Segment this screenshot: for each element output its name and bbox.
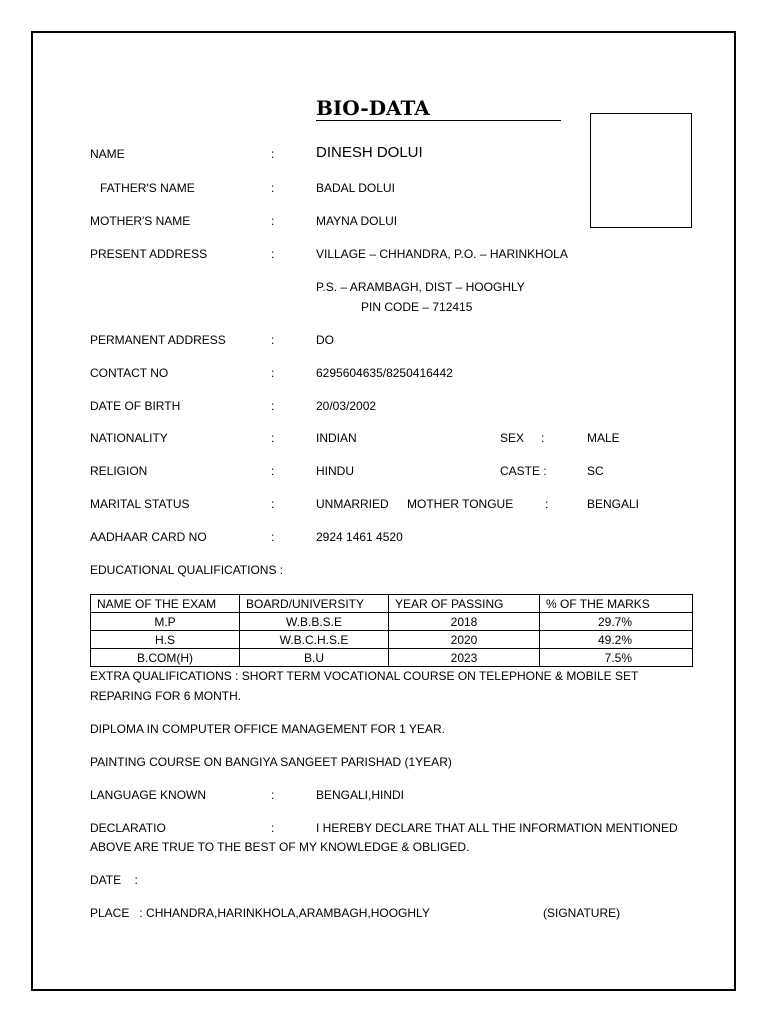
colon: : bbox=[271, 497, 275, 511]
colon: : bbox=[545, 497, 549, 511]
declaration-text-continued: ABOVE ARE TRUE TO THE BEST OF MY KNOWLEDGE & OBLIGED. bbox=[90, 840, 470, 854]
aadhaar-label: AADHAAR CARD NO bbox=[90, 530, 207, 544]
mother-value: MAYNA DOLUI bbox=[316, 214, 398, 228]
permanent-address-label: PERMANENT ADDRESS bbox=[90, 333, 226, 347]
religion-value: HINDU bbox=[316, 464, 354, 478]
caste-value: SC bbox=[587, 464, 604, 478]
colon: : bbox=[271, 530, 275, 544]
colon: : bbox=[271, 431, 275, 445]
table-header-row bbox=[91, 595, 693, 613]
colon: : bbox=[271, 147, 275, 161]
table-cell: 29.7% bbox=[540, 613, 693, 631]
declaration-text: I HEREBY DECLARE THAT ALL THE INFORMATION MENTIONED bbox=[316, 821, 678, 835]
extra-painting: PAINTING COURSE ON BANGIYA SANGEET PARISHAD (1YEAR) bbox=[90, 755, 452, 769]
column-header: YEAR OF PASSING bbox=[389, 595, 540, 613]
nationality-label: NATIONALITY bbox=[90, 431, 168, 445]
table-row bbox=[91, 631, 693, 649]
declaration-label: DECLARATIO bbox=[90, 821, 166, 835]
table-cell: W.B.C.H.S.E bbox=[240, 631, 389, 649]
page-title: BIO-DATA bbox=[316, 96, 561, 121]
contact-label: CONTACT NO bbox=[90, 366, 169, 380]
table-cell: 2018 bbox=[389, 613, 540, 631]
column-header: % OF THE MARKS bbox=[540, 595, 693, 613]
table-cell: H.S bbox=[91, 631, 240, 649]
contact-value: 6295604635/8250416442 bbox=[316, 366, 453, 380]
place-label: PLACE : CHHANDRA,HARINKHOLA,ARAMBAGH,HOOGHLY bbox=[90, 906, 430, 920]
present-address-line1: VILLAGE – CHHANDRA, P.O. – HARINKHOLA bbox=[316, 247, 568, 261]
colon: : bbox=[541, 431, 545, 445]
date-label: DATE : bbox=[90, 873, 138, 887]
colon: : bbox=[271, 464, 275, 478]
table-cell: B.COM(H) bbox=[91, 649, 240, 667]
religion-label: RELIGION bbox=[90, 464, 148, 478]
nationality-value: INDIAN bbox=[316, 431, 357, 445]
language-value: BENGALI,HINDI bbox=[316, 788, 405, 802]
dob-value: 20/03/2002 bbox=[316, 399, 377, 413]
signature-label: (SIGNATURE) bbox=[543, 906, 621, 920]
table-cell: M.P bbox=[91, 613, 240, 631]
sex-label: SEX bbox=[500, 431, 525, 445]
present-address-pincode: PIN CODE – 712415 bbox=[361, 300, 473, 314]
present-address-label: PRESENT ADDRESS bbox=[90, 247, 208, 261]
table-row bbox=[91, 649, 693, 667]
colon: : bbox=[271, 788, 275, 802]
extra-diploma: DIPLOMA IN COMPUTER OFFICE MANAGEMENT FOR 1 YEAR. bbox=[90, 722, 445, 736]
present-address-line2: P.S. – ARAMBAGH, DIST – HOOGHLY bbox=[316, 280, 525, 294]
language-label: LANGUAGE KNOWN bbox=[90, 788, 207, 802]
table-cell: 2020 bbox=[389, 631, 540, 649]
dob-label: DATE OF BIRTH bbox=[90, 399, 181, 413]
column-header: BOARD/UNIVERSITY bbox=[240, 595, 389, 613]
table-cell: 49.2% bbox=[540, 631, 693, 649]
mother-tongue-value: BENGALI bbox=[587, 497, 640, 511]
table-cell: 2023 bbox=[389, 649, 540, 667]
colon: : bbox=[271, 399, 275, 413]
education-heading: EDUCATIONAL QUALIFICATIONS : bbox=[90, 563, 284, 577]
father-label: FATHER'S NAME bbox=[100, 181, 195, 195]
photo-box bbox=[590, 113, 692, 228]
table-cell: B.U bbox=[240, 649, 389, 667]
mother-label: MOTHER'S NAME bbox=[90, 214, 191, 228]
caste-label: CASTE : bbox=[500, 464, 547, 478]
father-value: BADAL DOLUI bbox=[316, 181, 395, 195]
colon: : bbox=[271, 333, 275, 347]
colon: : bbox=[271, 247, 275, 261]
table-row bbox=[91, 613, 693, 631]
name-label: NAME bbox=[90, 147, 125, 161]
table-cell: 7.5% bbox=[540, 649, 693, 667]
colon: : bbox=[271, 821, 275, 835]
colon: : bbox=[271, 366, 275, 380]
colon: : bbox=[271, 181, 275, 195]
column-header: NAME OF THE EXAM bbox=[91, 595, 240, 613]
name-value: DINESH DOLUI bbox=[316, 144, 423, 161]
marital-label: MARITAL STATUS bbox=[90, 497, 190, 511]
colon: : bbox=[271, 214, 275, 228]
table-cell: W.B.B.S.E bbox=[240, 613, 389, 631]
aadhaar-value: 2924 1461 4520 bbox=[316, 530, 403, 544]
permanent-address-value: DO bbox=[316, 333, 334, 347]
education-table bbox=[90, 594, 693, 667]
extra-qualifications: EXTRA QUALIFICATIONS : SHORT TERM VOCATIONAL COURSE ON TELEPHONE & MOBILE SET REPARING FOR 6 MONTH. bbox=[90, 669, 639, 703]
marital-value: UNMARRIED bbox=[316, 497, 389, 511]
sex-value: MALE bbox=[587, 431, 620, 445]
mother-tongue-label: MOTHER TONGUE bbox=[407, 497, 514, 511]
